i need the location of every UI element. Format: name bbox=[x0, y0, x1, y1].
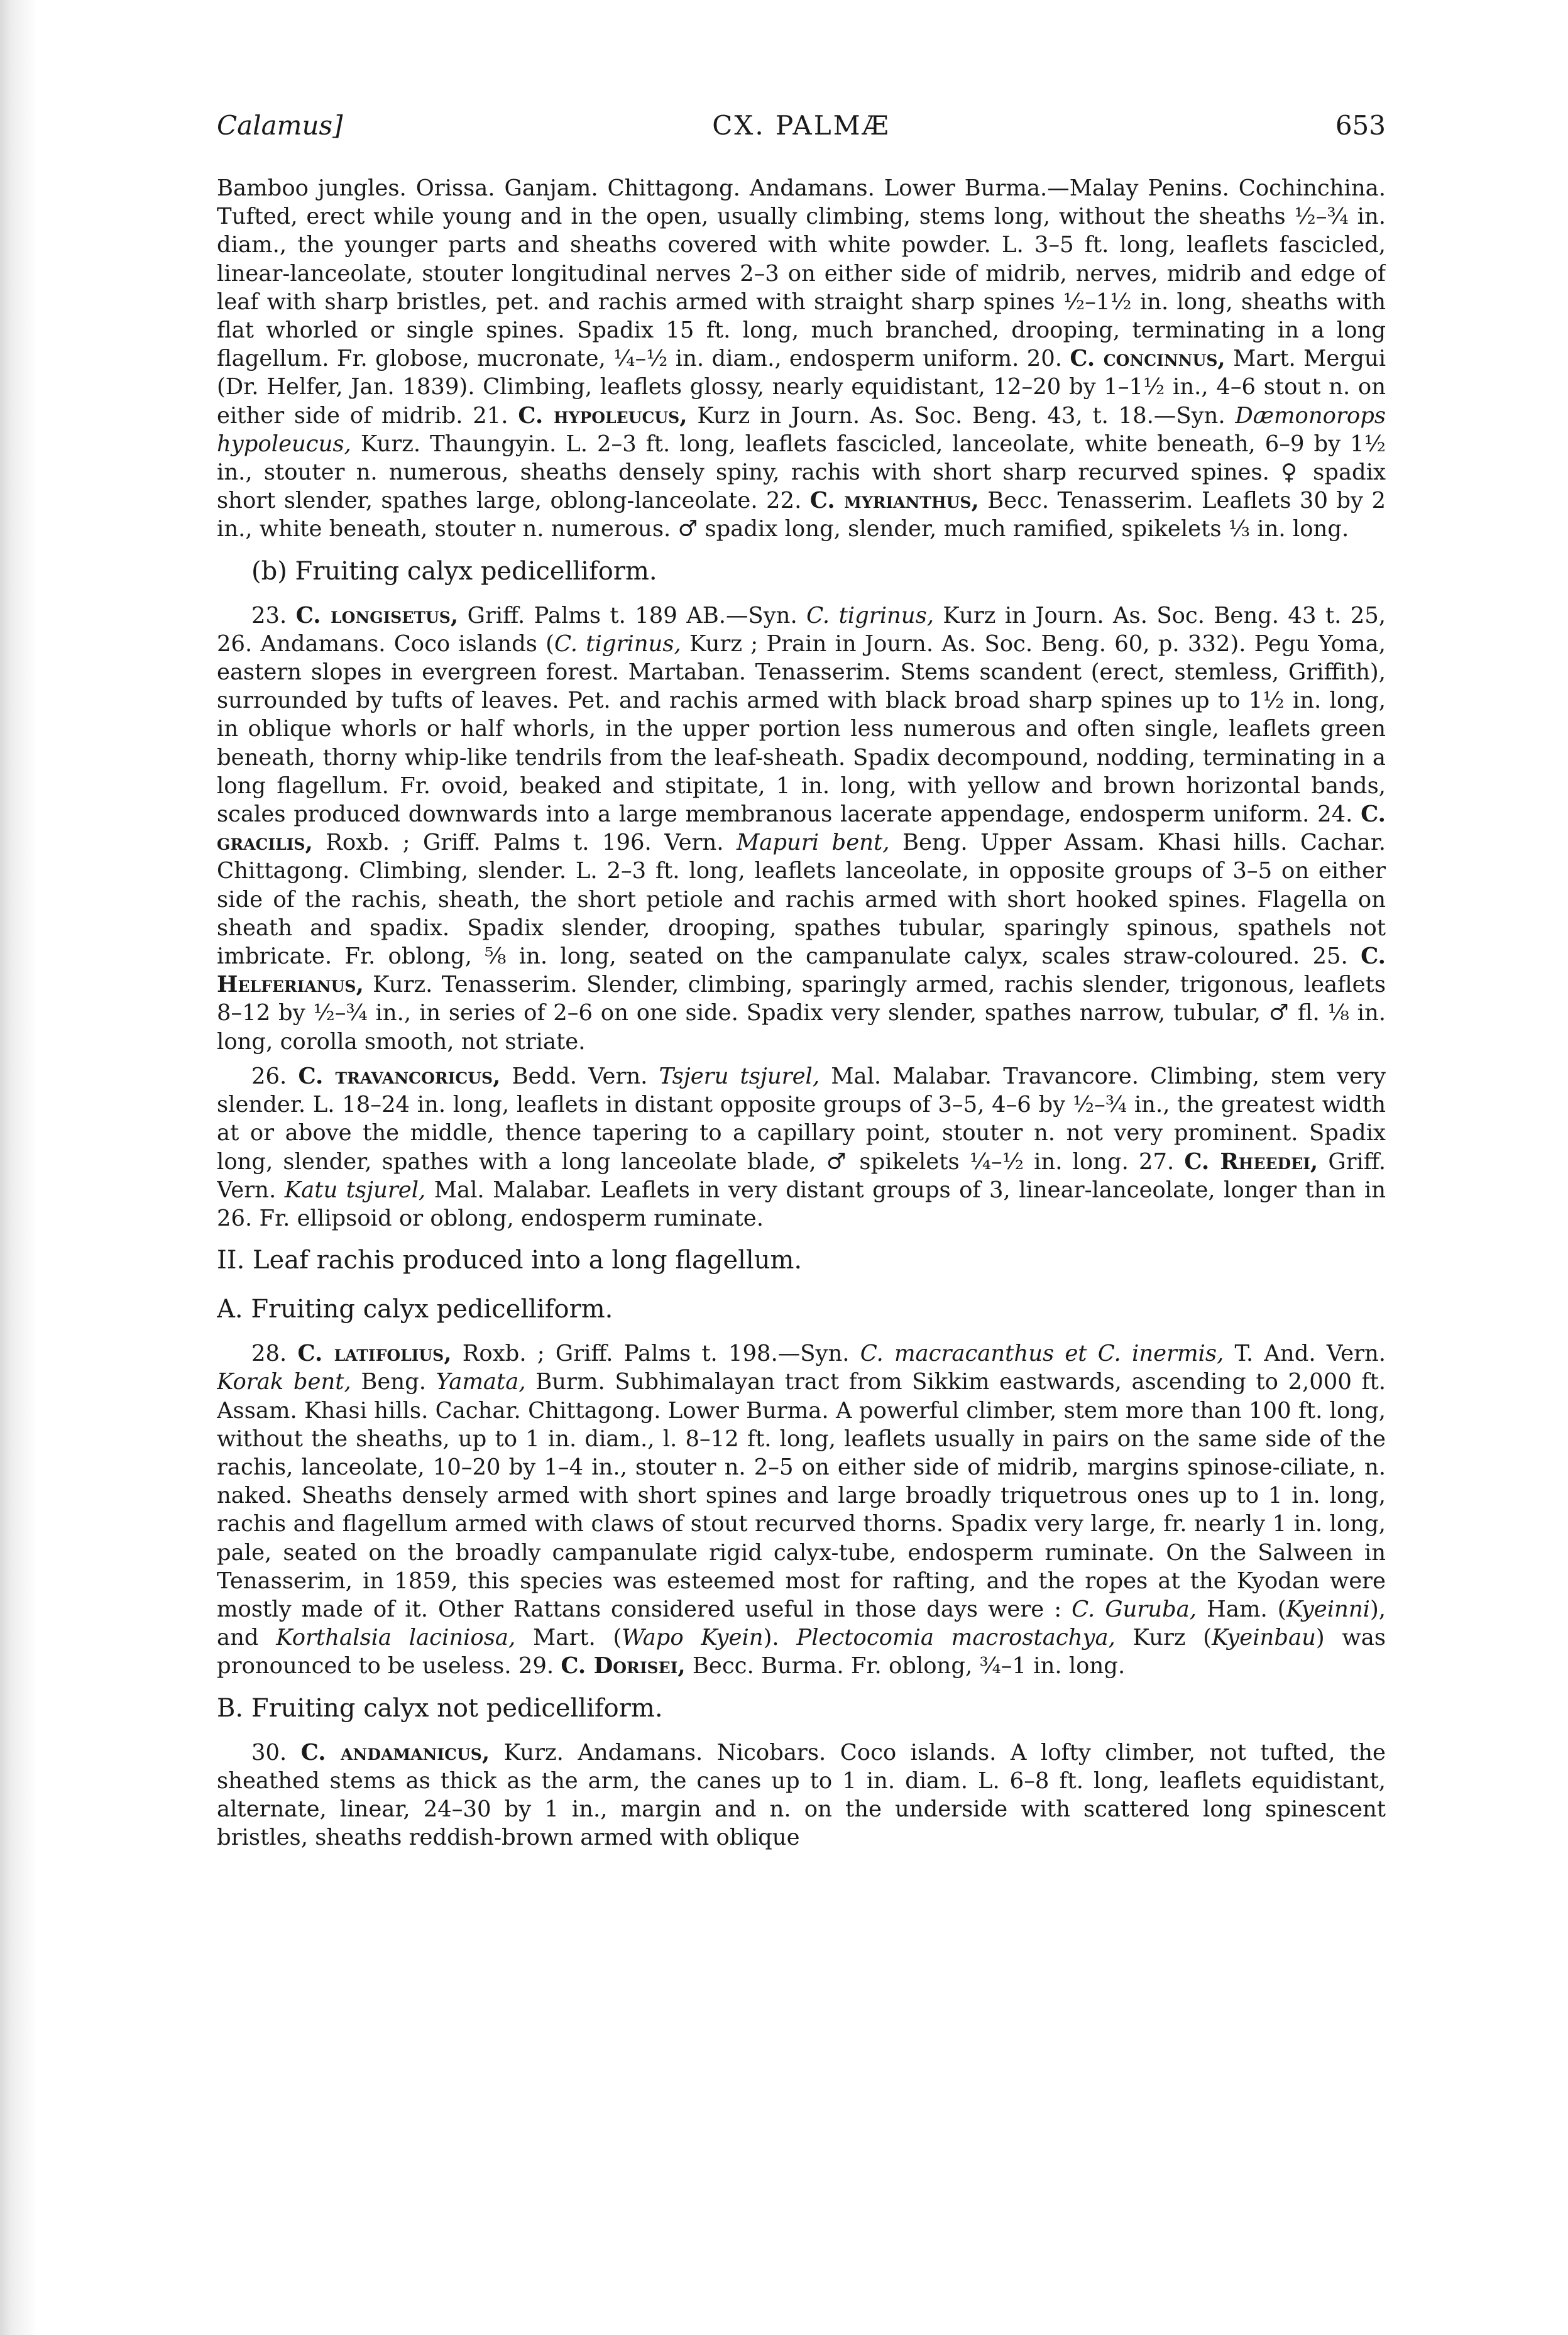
paragraph-1 bbox=[217, 174, 1386, 544]
vernacular-name: Korak bent, bbox=[217, 1369, 351, 1395]
text-run: 30. bbox=[251, 1739, 287, 1766]
synonym: C. tigrinus, bbox=[806, 602, 935, 629]
paragraph-3 bbox=[217, 1062, 1386, 1233]
text-run: Beng. bbox=[361, 1369, 427, 1395]
text-run: Kurz ( bbox=[1132, 1625, 1212, 1651]
text-run: T. And. Vern. bbox=[1234, 1341, 1386, 1367]
text-run: Kurz ; Prain in Journ. As. Soc. Beng. 60, p. 332). Pegu Yoma, eastern slopes in evergreen forest. Martaban. Tenasserim. Stems scandent (erect, stemless, Griffith), surrounded by tufts of leaves. Pet. and rachis armed with black broad sharp spines up to 1½ in. long, in oblique whorls or half whorls, in the upper portion less numerous and often single, leaflets green beneath, thorny whip-like tendrils from the leaf-sheath. Spadix decompound, nodding, terminating in a long flagellum. Fr. ovoid, beaked and stipitate, 1 in. long, with yellow and brown horizontal bands, scales produced downwards into a large membranous lacerate appendage, endosperm uniform. 24. bbox=[217, 630, 1386, 828]
species-name: C. latifolius, bbox=[297, 1341, 452, 1367]
vernacular-name: Kyeinbau bbox=[1212, 1625, 1316, 1651]
text-run: Roxb. ; Griff. Palms t. 198.—Syn. bbox=[462, 1341, 850, 1367]
text-run: Mal. Malabar. Travancore. Climbing, stem very slender. L. 18–24 in. long, leaflets in distant opposite groups of 3–5, 4–6 by ½–¾ in., the greatest width at or above the middle, thence tapering to a capillary point, stouter n. not very prominent. Spadix long, slender, spathes with a long lanceolate blade, ♂ spikelets ¼–½ in. long. 27. bbox=[217, 1063, 1386, 1175]
species-name: C. longisetus, bbox=[295, 602, 459, 629]
text-run: Beng. Upper Assam. Khasi hills. Cachar. Chittagong. Climbing, slender. L. 2–3 ft. long, leaflets lanceolate, in opposite groups of 3–5 on either side of the rachis, sheath, the short petiole and rachis armed with short hooked spines. Flagella on sheath and spadix. Spadix slender, drooping, spathes tubular, sparingly spinous, spathels not imbricate. Fr. oblong, ⅝ in. long, seated on the campanulate calyx, scales straw-coloured. 25. bbox=[217, 830, 1386, 970]
vernacular-name: Kyeinni bbox=[1286, 1596, 1370, 1622]
species-name: C. travancoricus, bbox=[298, 1063, 501, 1089]
text-run: Kurz. Andamans. Nicobars. Coco islands. A lofty climber, not tufted, the sheathed stems as thick as the arm, the canes up to 1 in. diam. L. 6–8 ft. long, leaflets equidistant, alternate, linear, 24–30 by 1 in., margin and n. on the underside with scattered long spinescent bristles, sheaths reddish-brown armed with oblique bbox=[217, 1739, 1386, 1851]
vernacular-name: Yamata, bbox=[436, 1369, 526, 1395]
text-run: Kurz in Journ. As. Soc. Beng. 43 t. 25, 26. Andamans. Coco islands ( bbox=[217, 602, 1386, 657]
text-run: Burm. Subhimalayan tract from Sikkim eastwards, ascending to 2,000 ft. Assam. Khasi hills. Cachar. Chittagong. Lower Burma. A powerful climber, stem more than 100 ft. long, without the sheaths, up to 1 in. diam., l. 8–12 ft. long, leaflets usually in pairs on the same side of the rachis, lanceolate, 10–20 by 1–4 in., stouter n. 2–5 on either side of midrib, margins spinose-ciliate, n. naked. Sheaths densely armed with short spines and large broadly triquetrous ones up to 1 in. long, rachis and flagellum armed with claws of stout recurved thorns. Spadix very large, fr. nearly 1 in. long, pale, seated on the broadly campanulate rigid calyx-tube, endosperm ruminate. On the Salween in Tenasserim, in 1859, this species was esteemed most for rafting, and the ropes at the Kyodan were mostly made of it. Other Rattans considered useful in those days were : bbox=[217, 1369, 1386, 1622]
species-name: C. Dorisei, bbox=[561, 1653, 686, 1679]
text-run: Kurz in Journ. As. Soc. Beng. 43, t. 18.—Syn. bbox=[697, 402, 1225, 429]
synonym: C. Guruba, bbox=[1072, 1596, 1197, 1622]
section-heading-B: B. Fruiting calyx not pedicelliform. bbox=[217, 1693, 663, 1723]
genus-header: Calamus] bbox=[217, 110, 343, 141]
family-header: CX. PALMÆ bbox=[712, 110, 891, 141]
text-run: Ham. ( bbox=[1207, 1596, 1286, 1622]
text-run: Kurz. Tenasserim. Slender, climbing, sparingly armed, rachis slender, trigonous, leaflets 8–12 by ½–¾ in., in series of 2–6 on one side. Spadix very slender, spathes narrow, tubular, ♂ fl. ⅛ in. long, corolla smooth, not striate. bbox=[217, 972, 1386, 1055]
species-name: C. gracilis, bbox=[217, 801, 1386, 856]
species-name: C. Helferianus, bbox=[217, 943, 1386, 998]
synonym: Plectocomia macrostachya, bbox=[796, 1625, 1116, 1651]
book-page bbox=[217, 110, 1386, 2297]
text-run: Becc. Burma. Fr. oblong, ¾–1 in. long. bbox=[692, 1653, 1126, 1679]
paragraph-4 bbox=[217, 1339, 1386, 1680]
synonym: C. macracanthus et C. inermis, bbox=[860, 1341, 1224, 1367]
text-run: 26. bbox=[251, 1063, 287, 1089]
vernacular-name: Mapuri bent, bbox=[737, 830, 890, 856]
species-name: C. myrianthus, bbox=[809, 488, 979, 514]
section-heading-b: (b) Fruiting calyx pedicelliform. bbox=[251, 556, 657, 586]
synonym: Korthalsia laciniosa, bbox=[276, 1625, 516, 1651]
vernacular-name: Katu tsjurel, bbox=[284, 1177, 426, 1203]
text-run: Mal. Malabar. Leaflets in very distant groups of 3, linear-lanceolate, longer than in 26. Fr. ellipsoid or oblong, endosperm ruminate. bbox=[217, 1177, 1386, 1231]
species-name: C. Rheedei, bbox=[1184, 1148, 1319, 1175]
synonym: C. tigrinus, bbox=[554, 630, 681, 657]
paragraph-5 bbox=[217, 1739, 1386, 1852]
text-run: Mart. Mergui (Dr. Helfer, Jan. 1839). Climbing, leaflets glossy, nearly equidistant, 12–20 by 1–1½ in., 4–6 stout n. on either side of midrib. 21. bbox=[217, 346, 1386, 429]
paragraph-2 bbox=[217, 602, 1386, 1056]
text-run: Roxb. ; Griff. Palms t. 196. Vern. bbox=[326, 830, 724, 856]
text-run: ) was pronounced to be useless. 29. bbox=[217, 1625, 1386, 1679]
vernacular-name: Wapo Kyein bbox=[622, 1625, 764, 1651]
page-number: 653 bbox=[1335, 110, 1386, 141]
running-head bbox=[217, 110, 1386, 154]
text-run: Griff. Palms t. 189 AB.—Syn. bbox=[467, 602, 798, 629]
text-run: Bamboo jungles. Orissa. Ganjam. Chittagong. Andamans. Lower Burma.—Malay Penins. Cochinchina. Tufted, erect while young and in the open, usually climbing, stems long, without the sheaths ½–¾ in. diam., the younger parts and sheaths covered with white powder. L. 3–5 ft. long, leaflets fascicled, linear-lanceolate, stouter longitudinal nerves 2–3 on either side of midrib, nerves, midrib and edge of leaf with sharp bristles, pet. and rachis armed with straight sharp spines ½–1½ in. long, sheaths with flat whorled or single spines. Spadix 15 ft. long, much branched, drooping, terminating in a long flagellum. Fr. globose, mucronate, ¼–½ in. diam., endosperm uniform. 20. bbox=[217, 175, 1386, 372]
body-text bbox=[217, 174, 1386, 1852]
vernacular-name: Tsjeru tsjurel, bbox=[659, 1063, 820, 1089]
text-run: Mart. ( bbox=[532, 1625, 622, 1651]
species-name: C. hypoleucus, bbox=[518, 402, 688, 429]
section-heading-A: A. Fruiting calyx pedicelliform. bbox=[217, 1295, 613, 1324]
text-run: 28. bbox=[251, 1341, 287, 1367]
text-run: Griff. Vern. bbox=[217, 1148, 1386, 1203]
text-run: Becc. Tenasserim. Leaflets 30 by 2 in., white beneath, stouter n. numerous. ♂ spadix long, slender, much ramified, spikelets ⅓ in. long. bbox=[217, 488, 1386, 542]
synonym: Dæmonorops hypoleucus, bbox=[217, 402, 1386, 457]
section-heading-II: II. Leaf rachis produced into a long flagellum. bbox=[217, 1246, 803, 1275]
text-run: Kurz. Thaungyin. L. 2–3 ft. long, leaflets fascicled, lanceolate, white beneath, 6–9 by 1½ in., stouter n. numerous, sheaths densely spiny, rachis with short sharp recurved spines. ♀ spadix short slender, spathes large, oblong-lanceolate. 22. bbox=[217, 431, 1386, 514]
species-name: C. andamanicus, bbox=[300, 1739, 490, 1766]
scan-edge-shadow bbox=[0, 0, 38, 2335]
text-run: Bedd. Vern. bbox=[512, 1063, 648, 1089]
text-run: ). bbox=[763, 1625, 779, 1651]
species-name: C. concinnus, bbox=[1070, 346, 1225, 372]
text-run: 23. bbox=[251, 602, 287, 629]
text-run: ), and bbox=[217, 1596, 1386, 1651]
